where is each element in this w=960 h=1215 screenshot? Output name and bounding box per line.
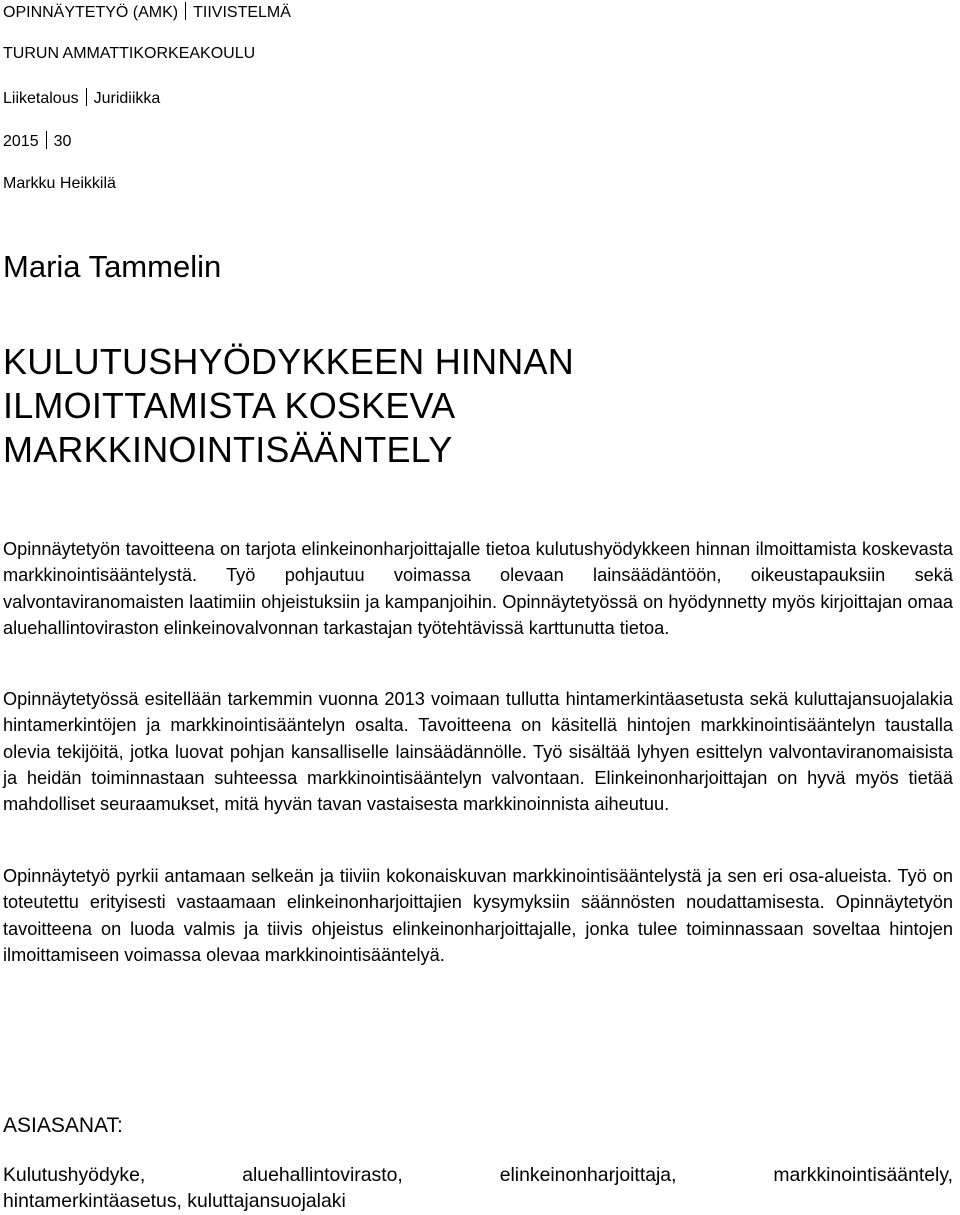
thesis-title [3, 340, 943, 472]
specialization: Juridiikka [93, 90, 161, 107]
keyword: aluehallintovirasto, [242, 1164, 403, 1186]
separator [46, 131, 47, 149]
keyword: markkinointisääntely, [773, 1164, 953, 1186]
title-line: MARKKINOINTISÄÄNTELY [3, 429, 453, 470]
keywords-heading: ASIASANAT: [3, 1114, 123, 1137]
year-pages-line [3, 131, 71, 152]
institution: TURUN AMMATTIKORKEAKOULU [3, 45, 256, 62]
separator [86, 88, 87, 106]
year: 2015 [3, 133, 39, 150]
keywords-list [3, 1162, 953, 1214]
separator [185, 2, 186, 20]
abstract-paragraph-3 [3, 863, 953, 968]
keywords-line [3, 1188, 953, 1214]
author-name: Maria Tammelin [3, 249, 222, 284]
title-line: KULUTUSHYÖDYKKEEN HINNAN [3, 341, 574, 382]
supervisor: Markku Heikkilä [3, 175, 116, 192]
program-line [3, 88, 160, 109]
thesis-type-line [3, 2, 291, 23]
program: Liiketalous [3, 90, 79, 107]
abstract-text: Opinnäytetyö pyrkii antamaan selkeän ja tiiviin kokonaiskuvan markkinointisääntelystä ja sen eri osa-alueista. Työ on toteutettu erityisesti vastaamaan elinkeinonharjoittajien kysymyksiin säännösten noudattamisesta. Opinnäytetyön tavoitteena on luoda valmis ja tiivis ohjeistus elinkeinonharjoittajalle, jonka tulee toiminnassaan soveltaa hintojen ilmoittamiseen voimassa olevaa markkinointisääntelyä. [3, 866, 953, 965]
page-count: 30 [53, 133, 72, 150]
abstract-text: Opinnäytetyön tavoitteena on tarjota elinkeinonharjoittajalle tietoa kulutushyödykkeen hinnan ilmoittamista koskevasta markkinointisääntelystä. Työ pohjautuu voimassa olevaan lainsäädäntöön, oikeustapauksiin sekä valvontaviranomaisten laatimiin ohjeistuksiin ja kampanjoihin. Opinnäytetyössä on hyödynnetty myös kirjoittajan omaa aluehallintoviraston elinkeinovalvonnan tarkastajan työtehtävissä karttunutta tietoa. [3, 539, 953, 638]
section-label: TIIVISTELMÄ [193, 4, 291, 21]
abstract-paragraph-2 [3, 686, 953, 817]
keywords-line [3, 1162, 953, 1188]
title-line: ILMOITTAMISTA KOSKEVA [3, 385, 456, 426]
abstract-paragraph-1 [3, 536, 953, 641]
abstract-text: Opinnäytetyössä esitellään tarkemmin vuonna 2013 voimaan tullutta hintamerkintäasetusta sekä kuluttajansuojalakia hintamerkintöjen ja markkinointisääntelyn osalta. Tavoitteena on käsitellä hintojen markkinointisääntelyn taustalla olevia tekijöitä, jotka luovat pohjan kansalliselle lainsäädännölle. Työ sisältää lyhyen esittelyn valvontaviranomaisista ja heidän toiminnastaan suhteessa markkinointisääntelyn valvontaan. Elinkeinonharjoittajan on hyvä myös tietää mahdolliset seuraamukset, mitä hyvän tavan vastaisesta markkinoinnista aiheutuu. [3, 689, 953, 815]
keyword: elinkeinonharjoittaja, [499, 1164, 677, 1186]
keyword: Kulutushyödyke, [3, 1164, 146, 1186]
keyword: hintamerkintäasetus, kuluttajansuojalaki [3, 1190, 346, 1212]
thesis-type: OPINNÄYTETYÖ (AMK) [3, 4, 179, 21]
